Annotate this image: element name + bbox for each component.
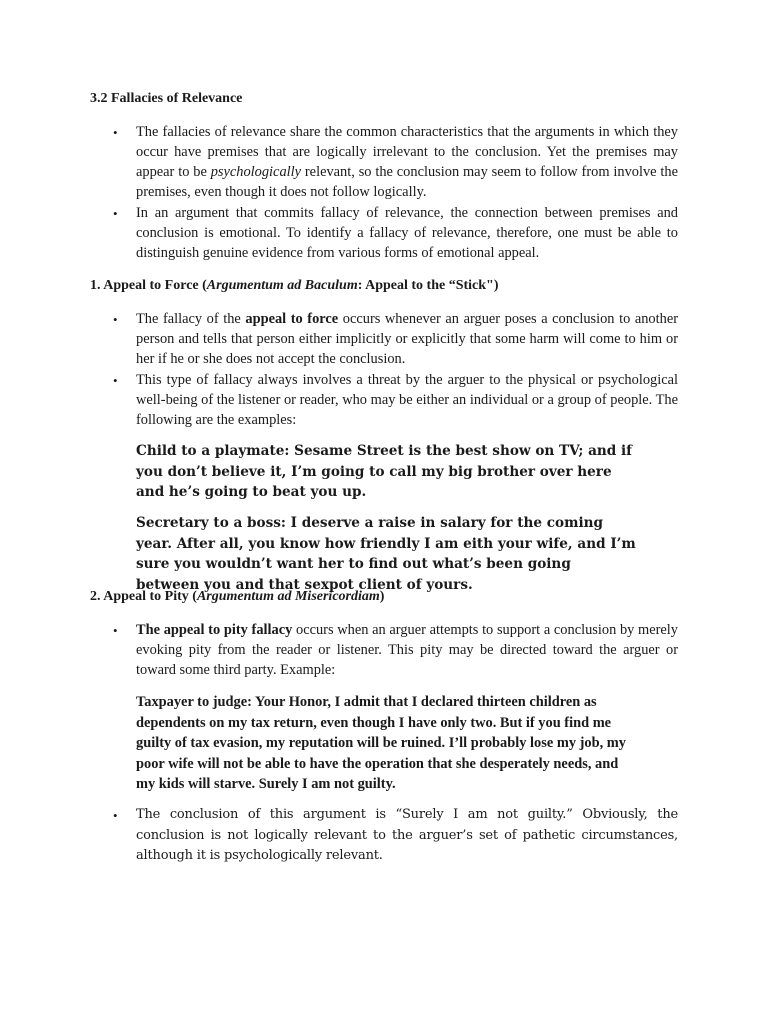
bullet-icon: • [113, 623, 118, 638]
pity-bullet-1: The appeal to pity fallacy occurs when an arguer attempts to support a conclusion by merely evoking pity from the reader or listener. This pity may be directed toward the arguer or toward some third party. Example: [136, 622, 679, 678]
heading-appeal-to-force: 1. Appeal to Force (Argumentum ad Baculum: Appeal to the “Stick") [90, 278, 499, 293]
bullet-icon: • [113, 125, 118, 140]
pity-bullet-2: The conclusion of this argument is “Surely I am not guilty.” Obviously, the conclusion is not logically relevant to the arguer’s set of pathetic circumstances, although it is psychologically relevant. [136, 807, 678, 863]
example-quote-2: Secretary to a boss: I deserve a raise in salary for the coming year. After all, you know how friendly I am eith your wife, and I’m sure you wouldn’t want her to find out what’s been going between you and that sexpot client of yours. [136, 515, 636, 593]
bullet-icon: • [113, 312, 118, 327]
force-bullet-1: The fallacy of the appeal to force occurs whenever an arguer poses a conclusion to another person and tells that person either implicitly or explicitly that some harm will come to him or her if he or she does not accept the conclusion. [136, 311, 678, 367]
bullet-icon: • [113, 373, 118, 388]
intro-bullet-2: In an argument that commits fallacy of relevance, the connection between premises and conclusion is emotional. To identify a fallacy of relevance, therefore, one must be able to distinguish genuine evidence from various forms of emotional appeal. [136, 205, 678, 261]
example-quote-1: Child to a playmate: Sesame Street is the best show on TV; and if you don’t believe it, I’m going to call my big brother over here and he’s going to beat you up. [136, 443, 633, 500]
heading-appeal-to-pity: 2. Appeal to Pity (Argumentum ad Misericordiam) [90, 589, 385, 604]
intro-bullet-1: The fallacies of relevance share the common characteristics that the arguments in which they occur have premises that are logically irrelevant to the conclusion. Yet the premises may appear to be psychologically relevant, so the conclusion may seem to follow from involve the premises, even though it does not follow logically. [136, 124, 678, 200]
force-bullet-2: This type of fallacy always involves a threat by the arguer to the physical or psychological well-being of the listener or reader, who may be either an individual or a group of people. The following are the examples: [136, 372, 678, 428]
example-quote-3: Taxpayer to judge: Your Honor, I admit that I declared thirteen children as dependents on my tax return, even though I have only two. But if you find me guilty of tax evasion, my reputation will be ruined. I’ll probably lose my job, my poor wife will not be able to have the operation that she desperately needs, and my kids will starve. Surely I am not guilty. [136, 694, 626, 792]
bullet-icon: • [113, 206, 118, 221]
bullet-icon: • [113, 808, 118, 823]
section-title: 3.2 Fallacies of Relevance [90, 91, 243, 106]
